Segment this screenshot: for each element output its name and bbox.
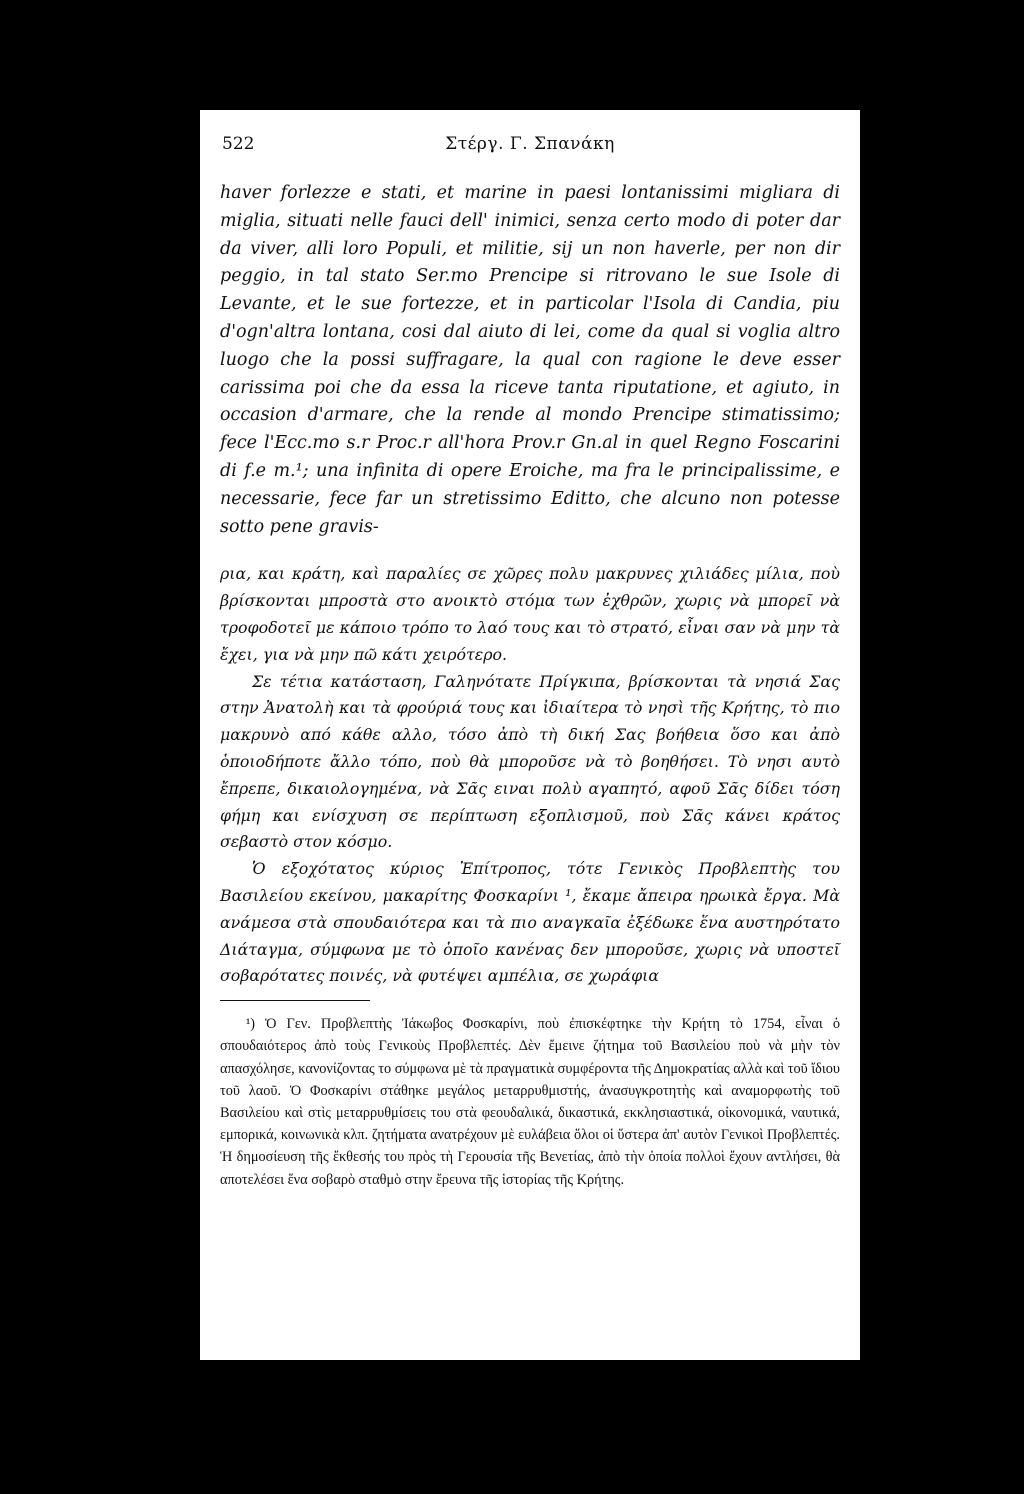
greek-paragraph-1: ρια, και κράτη, καὶ παραλίες σε χῶρες πολυ μακρυνες χιλιάδες μίλια, ποὺ βρίσκονται μπροστὰ στο ανοικτὸ στόμα των ἐχθρῶν, χωρις νὰ μπορεῖ νὰ τροφοδοτεῖ με κάποιο τρόπο το λαό τους και τὸ στρατό, εἶναι σαν νὰ μην τὰ ἔχει, για νὰ μην πῶ κάτι χειρότερο. <box>220 564 840 664</box>
greek-paragraph-2: Σε τέτια κατάσταση, Γαληνότατε Πρίγκιπα, βρίσκονται τὰ νησιά Σας στην Ἀνατολὴ και τὰ φρούριά τους και ἰδιαίτερα τὸ νησὶ τῆς Κρήτης, τὸ πιο μακρυνὸ από κάθε αλλο, τόσο ἀπὸ τὴ δική Σας βοήθεια ὅσο και ἀπὸ ὁποιοδήποτε ἄλλο τόπο, ποὺ θὰ μποροῦσε νὰ τὸ βοηθήσει. Τὸ νησι αυτὸ ἔπρεπε, δικαιολογημένα, νὰ Σᾶς ειναι πολὺ αγαπητό, αφοῦ Σᾶς δίδει τόση φήμη και ενίσχυση σε περίπτωση εξοπλισμοῦ, ποὺ Σᾶς κάνει κράτος σεβαστὸ στον κόσμο. <box>220 671 840 852</box>
footnote-marker: ¹) <box>246 1016 256 1033</box>
page-header <box>222 134 838 162</box>
footnote-text: Ὁ Γεν. Προβλεπτὴς Ἰάκωβος Φοσκαρίνι, ποὺ ἐπισκέφτηκε τὴν Κρήτη τὸ 1754, εἶναι ὁ σπουδαιότερος ἀπὸ τοὺς Γενικοὺς Προβλεπτές. Δὲν ἔμεινε ζήτημα τοῦ Βασιλείου ποὺ νὰ μὴν τὸν απασχόλησε, κανονίζοντας το σύμφωνα μὲ τὰ πραγματικὰ συμφέροντα τῆς Δημοκρατίας αλλὰ καὶ τοῦ ἴδιου τοῦ λαοῦ. Ὁ Φοσκαρίνι στάθηκε μεγάλος μεταρρυθμιστής, ἀνασυγκροτητὴς καὶ αναμορφωτὴς τοῦ Βασιλείου καὶ στὶς μεταρρυθμίσεις του στὰ φεουδαλικά, δικαστικά, εκκλησιαστικά, οἰκονομικά, ναυτικά, εμπορικά, κοινωνικὰ κλπ. ζητήματα ανατρέχουν μὲ ευλάβεια ὅλοι οἱ ὕστερα ἀπ' αυτὸν Γενικοὶ Προβλεπτές. Ἡ δημοσίευση τῆς ἔκθεσής του πρὸς τὴ Γερουσία τῆς Βενετίας, ἀπὸ τὴν ὁποία πολλοὶ ἔχουν αντλήσει, θὰ αποτελέσει ἕνα σοβαρὸ σταθμὸ στην ἔρευνα τῆς ἱστορίας τῆς Κρήτης. <box>220 1016 840 1188</box>
footnote <box>220 1013 840 1191</box>
greek-paragraph-3: Ὁ εξοχότατος κύριος Ἐπίτροπος, τότε Γενικὸς Προβλεπτὴς του Βασιλείου εκείνου, μακαρίτης Φοσκαρίνι ¹, ἔκαμε ἄπειρα ηρωικὰ ἔργα. Μὰ ανάμεσα στὰ σπουδαιότερα και τὰ πιο αναγκαῖα ἐξέδωκε ἕνα αυστηρότατο Διάταγμα, σύμφωνα με τὸ ὁποῖο κανένας δεν μποροῦσε, χωρις νὰ υποστεῖ σοβαρότατες ποινές, νὰ φυτέψει αμπέλια, σε χωράφια <box>220 859 840 986</box>
page-number: 522 <box>222 134 255 154</box>
running-head: Στέργ. Γ. Σπανάκη <box>445 134 615 154</box>
greek-translation <box>220 561 840 990</box>
page-body <box>220 180 840 1191</box>
footnote-rule <box>220 1000 370 1001</box>
book-page <box>200 110 860 1360</box>
italian-original-text: haver forlezze e stati, et marine in paesi lontanissimi migliara di miglia, situati nelle fauci dell' inimici, senza certo modo di poter dar da viver, alli loro Populi, et militie, sij un non haverle, per non dir peggio, in tal stato Ser.mo Prencipe si ritrovano le sue Isole di Levante, et le sue fortezze, et in particolar l'Isola di Candia, piu d'ogn'altra lontana, cosi dal aiuto di lei, come da qual si voglia altro luogo che la possi suffragare, la qual con ragione le deve esser carissima poi che da essa la riceve tanta riputatione, et agiuto, in occasion d'armare, che la rende al mondo Prencipe stimatissimo; fece l'Ecc.mo s.r Proc.r all'hora Prov.r Gn.al in quel Regno Foscarini di f.e m.¹; una infinita di opere Eroiche, ma fra le principalissime, e necessarie, fece far un stretissimo Editto, che alcuno non potesse sotto pene gravis- <box>220 183 840 537</box>
